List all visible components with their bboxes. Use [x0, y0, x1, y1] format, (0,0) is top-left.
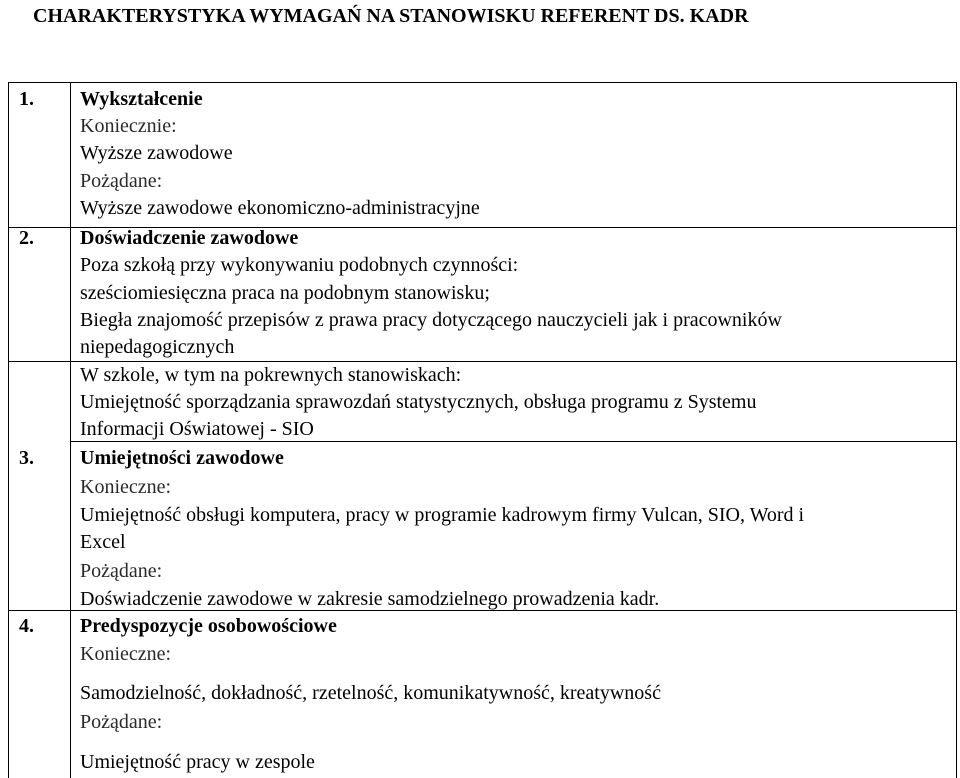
section-line: Wyższe zawodowe [80, 142, 233, 164]
column-divider [70, 83, 71, 778]
section-line: sześciomiesięczna praca na podobnym stanowisku; [80, 282, 490, 304]
section-line: Konieczne: [80, 643, 172, 665]
section-line: Koniecznie: [80, 115, 177, 137]
section-line: Wyższe zawodowe ekonomiczno-administracyjne [80, 197, 480, 219]
section-line: Pożądane: [80, 170, 163, 192]
section-number: 2. [19, 227, 34, 249]
section-number: 3. [19, 447, 34, 469]
section-line: Umiejętność pracy w zespole [80, 751, 315, 773]
section-line: Biegła znajomość przepisów z prawa pracy dotyczącego nauczycieli jak i pracowników [80, 309, 782, 331]
section-heading: Umiejętności zawodowe [80, 447, 284, 469]
document-title: CHARAKTERYSTYKA WYMAGAŃ NA STANOWISKU REFERENT DS. KADR [33, 5, 749, 27]
section-line: Umiejętność sporządzania sprawozdań statystycznych, obsługa programu z Systemu [80, 391, 757, 413]
row-divider-2 [9, 361, 957, 362]
section-line: Pożądane: [80, 711, 163, 733]
table-right-border [956, 83, 957, 778]
section-heading: Doświadczenie zawodowe [80, 227, 299, 249]
requirements-table [8, 82, 957, 778]
section-line: Doświadczenie zawodowe w zakresie samodzielnego prowadzenia kadr. [80, 588, 660, 610]
row-divider-inner [71, 441, 957, 442]
section-number: 1. [19, 88, 34, 110]
section-number: 4. [19, 615, 34, 637]
section-line: Umiejętność obsługi komputera, pracy w programie kadrowym firmy Vulcan, SIO, Word i [80, 504, 805, 526]
section-line: Excel [80, 531, 126, 553]
section-line: Pożądane: [80, 560, 163, 582]
section-line: Informacji Oświatowej - SIO [80, 418, 314, 440]
section-line: Konieczne: [80, 476, 172, 498]
section-line: niepedagogicznych [80, 336, 235, 358]
section-line: Poza szkołą przy wykonywaniu podobnych czynności: [80, 254, 519, 276]
section-heading: Predyspozycje osobowościowe [80, 615, 337, 637]
section-heading: Wykształcenie [80, 88, 203, 110]
section-line: W szkole, w tym na pokrewnych stanowiskach: [80, 364, 462, 386]
section-line: Samodzielność, dokładność, rzetelność, komunikatywność, kreatywność [80, 682, 661, 704]
